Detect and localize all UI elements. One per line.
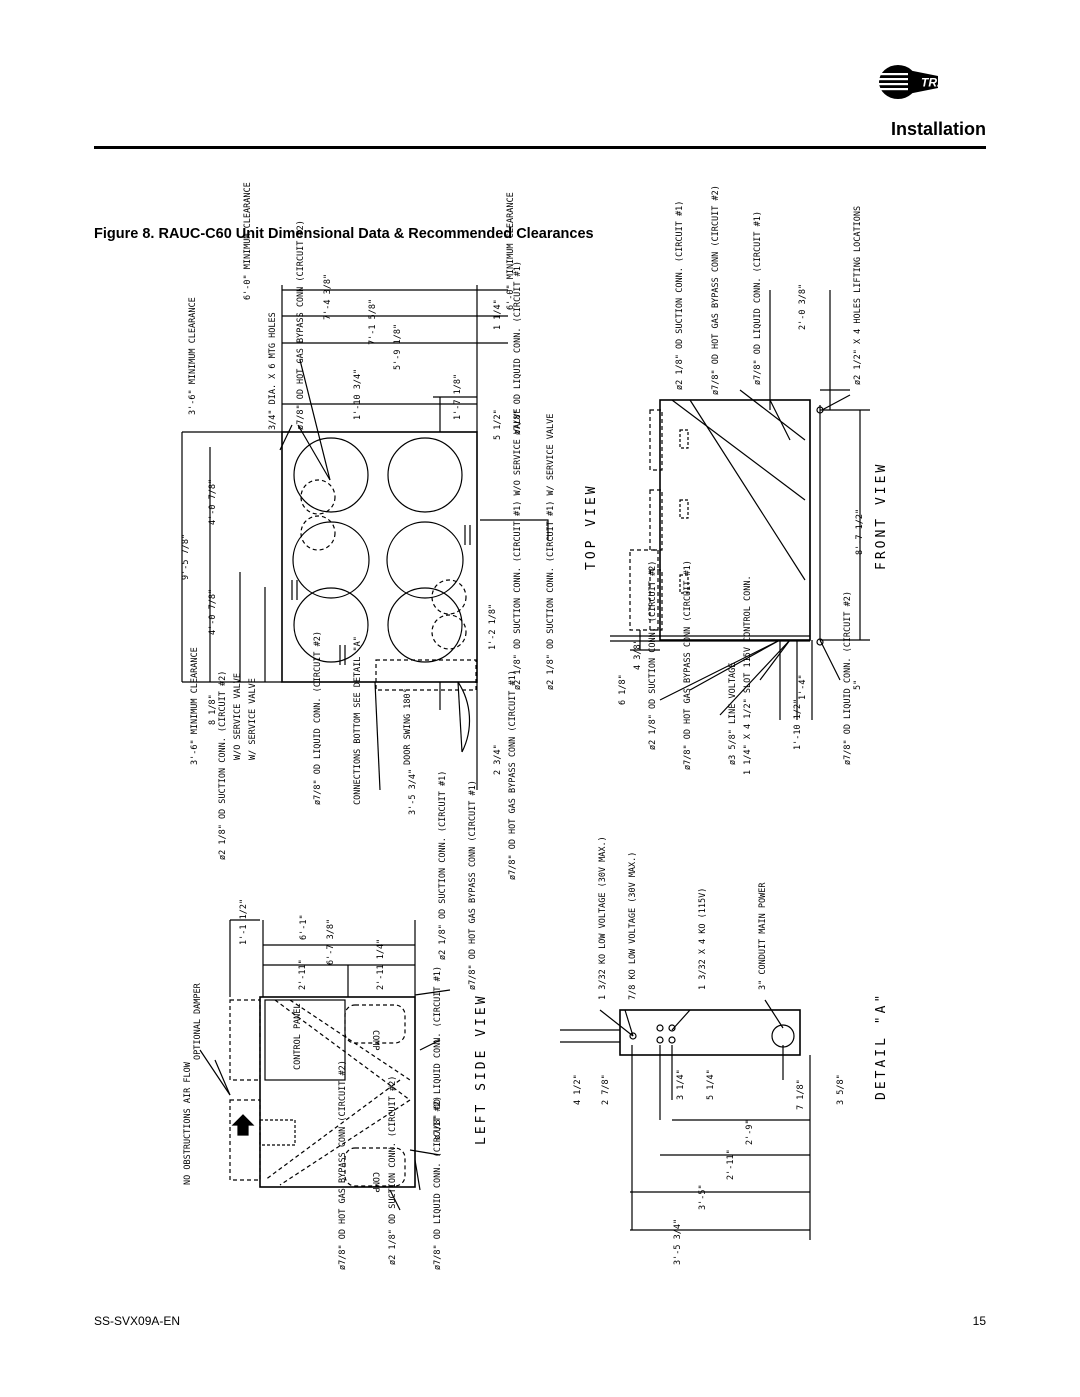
section-title: Installation [890, 119, 986, 139]
top-liq-c1: ø7/8" OD LIQUID CONN. (CIRCUIT #1) [513, 261, 523, 435]
top-hgbp-c2: ø7/8" OD HOT GAS BYPASS CONN (CIRCUIT #2) [296, 220, 306, 430]
left-control-panel: CONTROL PANEL [293, 1003, 303, 1070]
front-suct-c2: ø2 1/8" OD SUCTION CONN. (CIRCUIT #2) [648, 560, 658, 750]
left-suct-c1: ø2 1/8" OD SUCTION CONN. (CIRCUIT #1) [438, 770, 448, 960]
front-dim-5: 1'-4" [798, 674, 808, 700]
top-dim-10: 4'-0 7/8" [208, 588, 218, 635]
front-dim-1: 2'-0 3/8" [798, 283, 808, 330]
detail-a [560, 1000, 810, 1240]
front-dim-2: 8'-7 1/2" [855, 508, 865, 555]
detail-dim-10: 3'-5 3/4" [673, 1218, 683, 1265]
detail-dim-7: 2'-9" [745, 1119, 755, 1145]
front-line-voltage: ø3 5/8" LINE VOLTAGE [728, 662, 738, 765]
front-slot: 1 1/4" X 4 1/2" SLOT 115V CONTROL CONN. [743, 575, 753, 775]
front-suct-c1: ø2 1/8" OD SUCTION CONN. (CIRCUIT #1) [675, 200, 685, 390]
footer-page-number: 15 [972, 1314, 986, 1328]
detail-dim-5: 7 1/8" [796, 1079, 806, 1110]
front-liq-c1: ø7/8" OD LIQUID CONN. (CIRCUIT #1) [753, 211, 763, 385]
top-dim-8: 9'-5 7/8" [181, 533, 191, 580]
left-hgbp-c2: ø7/8" OD HOT GAS BYPASS CONN (CIRCUIT #2) [338, 1060, 348, 1270]
detail-dim-2: 2 7/8" [601, 1074, 611, 1105]
figure-number: Figure 8. [94, 226, 155, 242]
left-comp-2: COMP [370, 1172, 380, 1193]
top-dim-13: 2 3/4" [493, 744, 503, 775]
left-dim-5: 2'-11 1/4" [376, 938, 386, 990]
detail-dim-6: 3 5/8" [836, 1074, 846, 1105]
left-suct-c2: ø2 1/8" OD SUCTION CONN. (CIRCUIT #2) [388, 1075, 398, 1265]
top-suct-c1-w: ø2 1/8" OD SUCTION CONN. (CIRCUIT #1) W/ SERVICE VALVE [546, 413, 556, 690]
detail-dim-9: 3'-5" [698, 1184, 708, 1210]
figure-title: RAUC-C60 Unit Dimensional Data & Recommended Clearances [158, 226, 594, 242]
detail-conduit: 3" CONDUIT MAIN POWER [758, 882, 768, 990]
top-dim-3: 5'-9 1/8" [393, 323, 403, 370]
top-dim-2: 7'-1 5/8" [368, 298, 378, 345]
left-dim-2: 6'-1" [299, 914, 309, 940]
left-dim-4: 2'-11" [298, 959, 308, 990]
front-dim-4: 4 3/8" [633, 639, 643, 670]
front-hgbp-c1: ø7/8" OD HOT GAS BYPASS CONN (CIRCUIT #1) [683, 560, 693, 770]
top-wo-valve: W/O SERVICE VALVE [233, 673, 243, 760]
left-damper: OPTIONAL DAMPER [193, 983, 203, 1060]
front-liq-c2: ø7/8" OD LIQUID CONN. (CIRCUIT #2) [843, 591, 853, 765]
top-dim-1: 7'-4 3/8" [323, 273, 333, 320]
detail-dim-1: 4 1/2" [573, 1074, 583, 1105]
top-clear-left-1: 3'-6" MINIMUM CLEARANCE [188, 297, 198, 415]
footer-doc-id: SS-SVX09A-EN [94, 1314, 181, 1328]
left-hgbp-c1: ø7/8" OD HOT GAS BYPASS CONN (CIRCUIT #1) [468, 780, 478, 990]
top-clear-right-2: 6'-0" MINIMUM CLEARANCE [506, 192, 516, 310]
left-dim-3: 6'-7 3/8" [326, 918, 336, 965]
top-mtg-holes: 3/4" DIA. X 6 MTG HOLES [268, 312, 278, 430]
top-clear-left-2: 3'-6" MINIMUM CLEARANCE [190, 647, 200, 765]
detail-dim-8: 2'-11" [726, 1149, 736, 1180]
front-hgbp-c2: ø7/8" OD HOT GAS BYPASS CONN (CIRCUIT #2) [711, 185, 721, 395]
detail-a-title: DETAIL "A" [874, 991, 889, 1100]
detail-dim-3: 3 1/4" [676, 1069, 686, 1100]
top-dim-6: 1 1/4" [493, 299, 503, 330]
front-view-title: FRONT VIEW [874, 461, 889, 570]
front-lifting: ø2 1/2" X 4 HOLES LIFTING LOCATIONS [853, 205, 863, 385]
top-suct-c2: ø2 1/8" OD SUCTION CONN. (CIRCUIT #2) [218, 670, 228, 860]
detail-ko-3: 1 3/32 X 4 KO (115V) [698, 887, 708, 990]
detail-ko-1: 1 3/32 KO LOW VOLTAGE (30V MAX.) [598, 836, 608, 1000]
top-dim-14: 1'-2 1/8" [488, 603, 498, 650]
trane-logo-text: TRANE [921, 75, 963, 90]
left-dim-1: 1'-1 1/2" [239, 898, 249, 945]
top-dim-9: 4'-0 7/8" [208, 478, 218, 525]
top-liq-c2: ø7/8" OD LIQUID CONN. (CIRCUIT #2) [313, 631, 323, 805]
left-liq-c1: ø7/8" OD LIQUID CONN. (CIRCUIT #1) [433, 966, 443, 1140]
detail-dim-4: 5 1/4" [706, 1069, 716, 1100]
left-no-obstructions: NO OBSTRUCTIONS AIR FLOW [183, 1062, 193, 1185]
top-clear-right-1: 6'-0" MINIMUM CLEARANCE [243, 182, 253, 300]
left-view-title: LEFT SIDE VIEW [474, 993, 489, 1145]
top-dim-12: 3'-5 3/4" [408, 768, 418, 815]
detail-ko-2: 7/8 KO LOW VOLTAGE (30V MAX.) [628, 851, 638, 1000]
left-comp-1: COMP [370, 1030, 380, 1051]
top-suct-c1-wo: ø2 1/8" OD SUCTION CONN. (CIRCUIT #1) W/O SERVICE VALVE [513, 408, 523, 690]
front-dim-7: 5" [853, 679, 863, 690]
front-dim-6: 1'-10 1/2" [793, 698, 803, 750]
top-view-title: TOP VIEW [584, 483, 599, 570]
top-dim-4: 1'-10 3/4" [353, 368, 363, 420]
top-door-swing: DOOR SWING 180° [403, 688, 413, 765]
top-dim-7: 5 1/2" [493, 409, 503, 440]
top-dim-5: 1'-7 1/8" [453, 373, 463, 420]
top-w-valve: W/ SERVICE VALVE [248, 678, 258, 760]
left-side-view [200, 920, 450, 1210]
left-liq-c2: ø7/8" OD LIQUID CONN. (CIRCUIT #2) [433, 1096, 443, 1270]
front-dim-3: 6 1/8" [618, 674, 628, 705]
top-conn-bottom: CONNECTIONS BOTTOM SEE DETAIL "A" [353, 636, 363, 805]
top-dim-11: 8 1/8" [208, 694, 218, 725]
top-hgbp-c1: ø7/8" OD HOT GAS BYPASS CONN (CIRCUIT #1) [508, 670, 518, 880]
